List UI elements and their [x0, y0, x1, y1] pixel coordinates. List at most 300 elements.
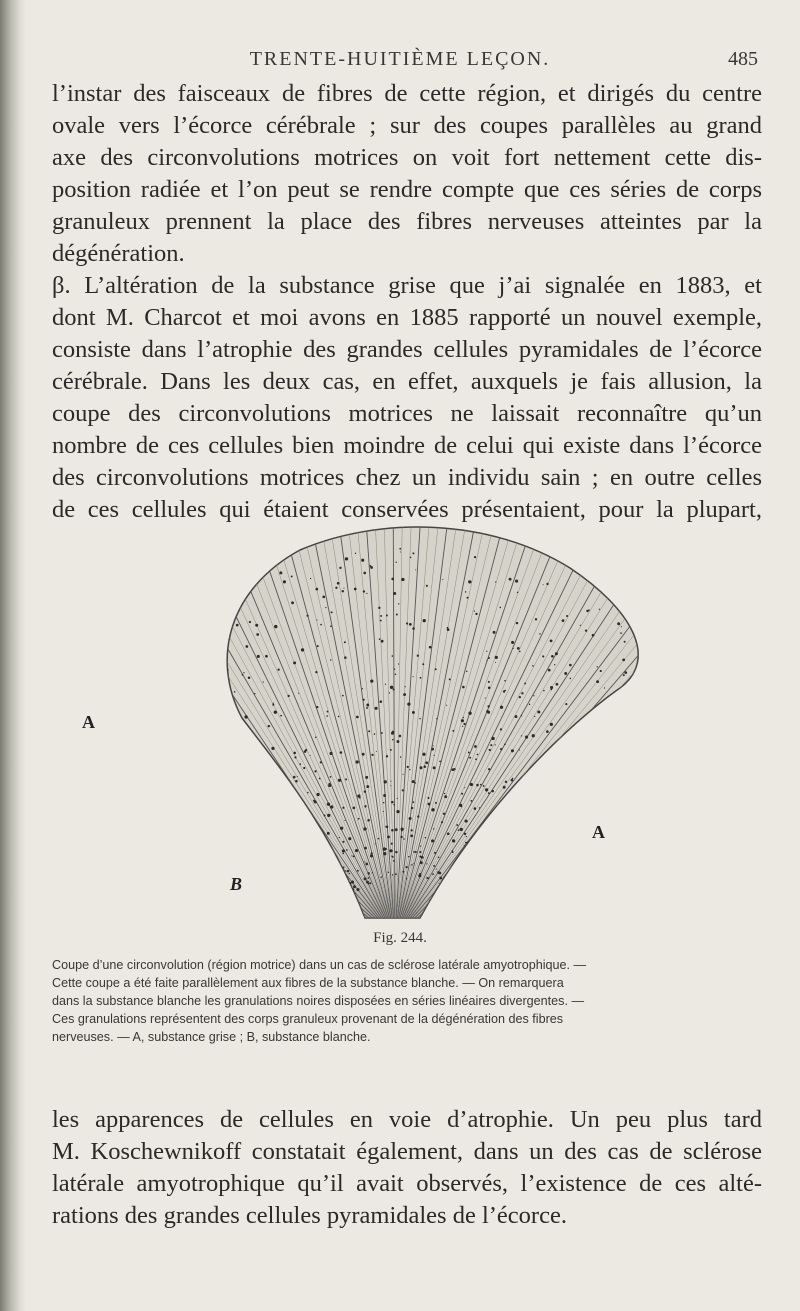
- granule: [490, 744, 492, 746]
- granule: [371, 754, 373, 756]
- granule: [412, 711, 415, 714]
- granule: [413, 863, 414, 864]
- granule: [365, 776, 368, 779]
- label-b: B: [230, 874, 243, 894]
- granule: [331, 611, 333, 613]
- granule: [299, 763, 301, 765]
- granule: [338, 716, 340, 718]
- granule: [232, 824, 234, 826]
- granule: [346, 849, 348, 851]
- granule: [230, 826, 232, 828]
- granule: [415, 569, 416, 570]
- granule: [320, 851, 321, 852]
- granule: [488, 681, 490, 683]
- granule: [353, 885, 356, 888]
- granule: [325, 607, 326, 608]
- granule: [525, 736, 528, 739]
- text-line: les apparences de cellules en voie d’atrophie. Un peu plus tard: [52, 1106, 762, 1133]
- granule: [333, 878, 336, 881]
- granule: [550, 723, 553, 726]
- granule: [397, 798, 398, 799]
- granule: [463, 717, 464, 718]
- granule: [322, 595, 325, 598]
- granule: [451, 896, 454, 899]
- granule: [337, 879, 340, 882]
- granule: [417, 655, 419, 657]
- granule: [342, 841, 344, 843]
- granule: [160, 754, 162, 756]
- granule: [431, 808, 434, 811]
- granule: [375, 707, 378, 710]
- granule: [315, 736, 317, 738]
- granule: [617, 622, 620, 625]
- granule: [383, 811, 384, 812]
- granule: [181, 771, 182, 772]
- granule: [180, 725, 182, 727]
- granule: [339, 567, 341, 569]
- granule: [232, 599, 235, 602]
- granule: [287, 695, 289, 697]
- granule: [345, 778, 347, 780]
- granule: [452, 851, 454, 853]
- granule: [427, 797, 429, 799]
- granule: [648, 736, 651, 739]
- granule: [320, 761, 322, 763]
- granule: [405, 686, 406, 687]
- granule: [648, 710, 651, 713]
- granule: [317, 844, 320, 847]
- granule: [532, 734, 535, 737]
- granule: [465, 868, 468, 871]
- granule: [340, 751, 343, 754]
- granule: [315, 588, 318, 591]
- granule: [486, 660, 487, 661]
- granule: [229, 802, 232, 805]
- granule: [403, 693, 406, 696]
- granule: [467, 597, 469, 599]
- granule: [532, 811, 535, 814]
- granule: [407, 703, 410, 706]
- granule: [326, 851, 328, 853]
- text-line: coupe des circonvolutions motrices ne laissait reconnaître qu’un: [52, 400, 762, 427]
- granule: [550, 686, 553, 689]
- granule: [311, 842, 313, 844]
- granule: [297, 776, 298, 777]
- granule: [379, 638, 381, 640]
- granule: [570, 809, 573, 812]
- granule: [409, 623, 412, 626]
- granule: [184, 615, 187, 618]
- granule: [487, 705, 489, 707]
- granule: [524, 683, 526, 685]
- granule: [330, 776, 332, 778]
- body-text-bottom: [52, 1104, 762, 1232]
- granule: [604, 687, 605, 688]
- granule: [161, 670, 163, 672]
- granule: [447, 628, 450, 631]
- granule: [423, 765, 426, 768]
- granule: [461, 806, 462, 807]
- granule: [170, 758, 173, 761]
- page-number: 485: [728, 48, 758, 70]
- granule: [598, 733, 601, 736]
- granule: [566, 615, 568, 617]
- granule: [602, 751, 603, 752]
- granule: [402, 871, 404, 873]
- granule: [392, 874, 393, 875]
- granule: [564, 672, 567, 675]
- granule: [463, 883, 466, 886]
- granule: [199, 679, 201, 681]
- granule: [392, 655, 394, 657]
- label-a-right: A: [592, 822, 605, 842]
- chapter-title: TRENTE-HUITIÈME LEÇON.: [249, 48, 551, 70]
- granule: [466, 836, 467, 837]
- granule: [298, 693, 299, 694]
- granule: [391, 578, 394, 581]
- granule: [179, 726, 180, 727]
- granule: [265, 655, 268, 658]
- granule: [447, 832, 450, 835]
- granule: [555, 652, 558, 655]
- text-line: ovale vers l’écorce cérébrale ; sur des coupes parallèles au grand: [52, 112, 762, 139]
- granule: [344, 656, 347, 659]
- text-line: axe des circonvolutions motrices on voit fort nettement cette dis-: [52, 144, 762, 171]
- granule: [474, 745, 477, 748]
- granule: [234, 691, 236, 693]
- granule: [415, 782, 416, 783]
- granule: [386, 826, 388, 828]
- granule: [562, 772, 564, 774]
- granule: [395, 873, 397, 875]
- granule: [263, 681, 264, 682]
- granule: [276, 851, 279, 854]
- granule: [521, 811, 523, 813]
- granule: [426, 863, 427, 864]
- granule: [437, 871, 440, 874]
- granule: [395, 828, 398, 831]
- granule: [503, 862, 505, 864]
- granule: [594, 755, 597, 758]
- granule: [151, 668, 153, 670]
- granule: [411, 807, 413, 809]
- granule: [328, 783, 330, 785]
- granule: [493, 631, 496, 634]
- granule: [456, 824, 458, 826]
- granule: [379, 700, 382, 703]
- granule: [550, 768, 551, 769]
- granule: [513, 810, 515, 812]
- granule: [378, 838, 380, 840]
- granule: [464, 787, 465, 788]
- granule: [290, 818, 293, 821]
- granule: [353, 855, 355, 857]
- granule: [280, 715, 282, 717]
- granule: [319, 845, 320, 846]
- granule: [310, 578, 311, 579]
- granule: [412, 627, 415, 630]
- granule: [383, 847, 386, 850]
- granule: [222, 793, 224, 795]
- granule: [283, 843, 285, 845]
- granule: [565, 703, 567, 705]
- granule: [188, 658, 190, 660]
- granule: [548, 669, 551, 672]
- granule: [503, 786, 506, 789]
- granule: [291, 576, 293, 578]
- granule: [655, 683, 657, 685]
- text-line: nombre de ces cellules bien moindre de celui qui existe dans l’écorce: [52, 432, 762, 459]
- granule: [381, 876, 382, 877]
- granule: [400, 756, 402, 758]
- granule: [474, 807, 477, 810]
- caption-line: Coupe d’une circonvolution (région motrice) dans un cas de sclérose latérale amyotrophique. —: [52, 958, 587, 972]
- granule: [254, 821, 256, 823]
- granule: [342, 853, 344, 855]
- granule: [383, 794, 386, 797]
- granule: [446, 889, 449, 892]
- granule: [435, 802, 437, 804]
- granule: [403, 774, 404, 775]
- granule: [422, 663, 424, 665]
- granule: [349, 891, 350, 892]
- granule: [399, 548, 401, 550]
- granule: [272, 704, 274, 706]
- granule: [319, 778, 321, 780]
- granule: [302, 817, 304, 819]
- granule: [344, 820, 345, 821]
- granule: [573, 793, 574, 794]
- granule: [543, 690, 544, 691]
- granule: [420, 861, 423, 864]
- granule: [393, 688, 395, 690]
- granule: [271, 829, 273, 831]
- granule: [356, 716, 359, 719]
- granule: [168, 651, 170, 653]
- granule: [411, 864, 413, 866]
- granule: [289, 865, 291, 867]
- granule: [364, 861, 365, 862]
- granule: [260, 782, 263, 785]
- granule: [446, 705, 447, 706]
- granule: [222, 734, 224, 736]
- granule: [401, 828, 404, 831]
- granule: [245, 792, 247, 794]
- granule: [516, 622, 518, 624]
- granule: [517, 592, 518, 593]
- granule: [431, 748, 434, 751]
- granule: [480, 856, 482, 858]
- granule: [491, 790, 494, 793]
- granule: [431, 839, 434, 842]
- granule: [357, 794, 360, 797]
- granule: [399, 735, 402, 738]
- granule: [355, 849, 358, 852]
- granule: [406, 866, 408, 868]
- granule: [296, 832, 298, 834]
- granule: [368, 730, 370, 732]
- granule: [641, 726, 643, 728]
- granule: [370, 680, 373, 683]
- granule: [330, 885, 333, 888]
- granule: [517, 647, 520, 650]
- granule: [279, 815, 280, 816]
- granule: [335, 587, 337, 589]
- granule: [622, 658, 625, 661]
- granule: [621, 626, 622, 627]
- granule: [306, 615, 308, 617]
- granule: [483, 785, 485, 787]
- granule: [467, 842, 468, 843]
- granule: [361, 559, 364, 562]
- granule: [396, 562, 397, 563]
- granule: [500, 607, 502, 609]
- granule: [420, 845, 421, 846]
- histology-illustration: [150, 508, 670, 928]
- granule: [460, 828, 463, 831]
- granule: [364, 847, 367, 850]
- granule: [253, 788, 254, 789]
- granule: [580, 731, 583, 734]
- granule: [486, 710, 489, 713]
- granule: [504, 680, 506, 682]
- granule: [500, 728, 502, 730]
- granule: [613, 780, 616, 783]
- granule: [519, 696, 521, 698]
- granule: [488, 768, 490, 770]
- granule: [413, 851, 415, 853]
- granule: [303, 767, 305, 769]
- granule: [495, 656, 498, 659]
- text-line: latérale amyotrophique qu’il avait observés, l’existence de ces alté-: [52, 1170, 762, 1197]
- granule: [190, 675, 192, 677]
- granule: [442, 579, 443, 580]
- granule: [273, 810, 276, 813]
- granule: [433, 766, 436, 769]
- granule: [304, 830, 306, 832]
- granule: [316, 619, 317, 620]
- granule: [343, 588, 344, 589]
- granule: [245, 645, 248, 648]
- granule: [282, 860, 285, 863]
- granule: [551, 655, 554, 658]
- granule: [317, 645, 319, 647]
- granule: [433, 755, 434, 756]
- granule: [296, 860, 299, 863]
- granule: [521, 715, 522, 716]
- granule: [364, 790, 366, 792]
- granule: [624, 641, 626, 643]
- granule: [486, 651, 487, 652]
- granule: [452, 869, 453, 870]
- granule: [521, 735, 522, 736]
- granule: [577, 756, 579, 758]
- granule: [337, 892, 340, 895]
- granule: [530, 788, 531, 789]
- granule: [215, 613, 216, 614]
- granule: [255, 752, 256, 753]
- granule: [441, 898, 443, 900]
- granule: [274, 796, 277, 799]
- caption-line: Ces granulations représentent des corps granuleux provenant de la dégénération des fibres: [52, 1012, 564, 1026]
- granule: [233, 743, 235, 745]
- granule: [196, 657, 198, 659]
- granule: [463, 723, 465, 725]
- granule: [511, 749, 514, 752]
- granule: [392, 739, 394, 741]
- granule: [305, 845, 308, 848]
- granule: [485, 788, 488, 791]
- granule: [419, 851, 421, 853]
- granule: [505, 781, 507, 783]
- granule: [475, 613, 477, 615]
- granule: [358, 818, 360, 820]
- figure-caption: [52, 956, 762, 1046]
- granule: [372, 872, 373, 873]
- granule: [407, 766, 409, 768]
- granule: [363, 827, 366, 830]
- granule: [257, 655, 260, 658]
- granule: [477, 754, 479, 756]
- granule: [401, 578, 404, 581]
- granule: [257, 833, 258, 834]
- granule: [534, 716, 535, 717]
- granule: [478, 858, 479, 859]
- granule: [665, 718, 667, 720]
- granule: [468, 752, 470, 754]
- granule: [291, 601, 294, 604]
- granule: [489, 866, 490, 867]
- granule: [270, 776, 272, 778]
- granule: [393, 804, 395, 806]
- granule: [195, 659, 198, 662]
- running-header: [0, 48, 800, 78]
- granule: [330, 805, 333, 808]
- granule: [562, 619, 565, 622]
- granule: [464, 819, 467, 822]
- granule: [307, 792, 308, 793]
- granule: [470, 860, 472, 862]
- granule: [273, 703, 274, 704]
- granule: [354, 588, 357, 591]
- granule: [240, 779, 243, 782]
- granule: [539, 828, 542, 831]
- granule: [419, 766, 422, 769]
- granule: [177, 760, 179, 762]
- granule: [327, 711, 329, 713]
- granule: [159, 642, 162, 645]
- granule: [465, 591, 467, 593]
- granule: [246, 806, 247, 807]
- granule: [592, 634, 595, 637]
- granule: [448, 901, 449, 902]
- granule: [201, 747, 204, 750]
- granule: [413, 676, 414, 677]
- granule: [393, 860, 395, 862]
- granule: [370, 565, 372, 567]
- granule: [301, 648, 304, 651]
- granule: [386, 848, 387, 849]
- granule: [352, 806, 355, 809]
- granule: [290, 859, 292, 861]
- granule: [293, 752, 296, 755]
- granule: [439, 877, 442, 880]
- granule: [306, 871, 308, 873]
- granule: [546, 583, 548, 585]
- granule: [340, 827, 343, 830]
- granule: [244, 715, 247, 718]
- granule: [475, 758, 477, 760]
